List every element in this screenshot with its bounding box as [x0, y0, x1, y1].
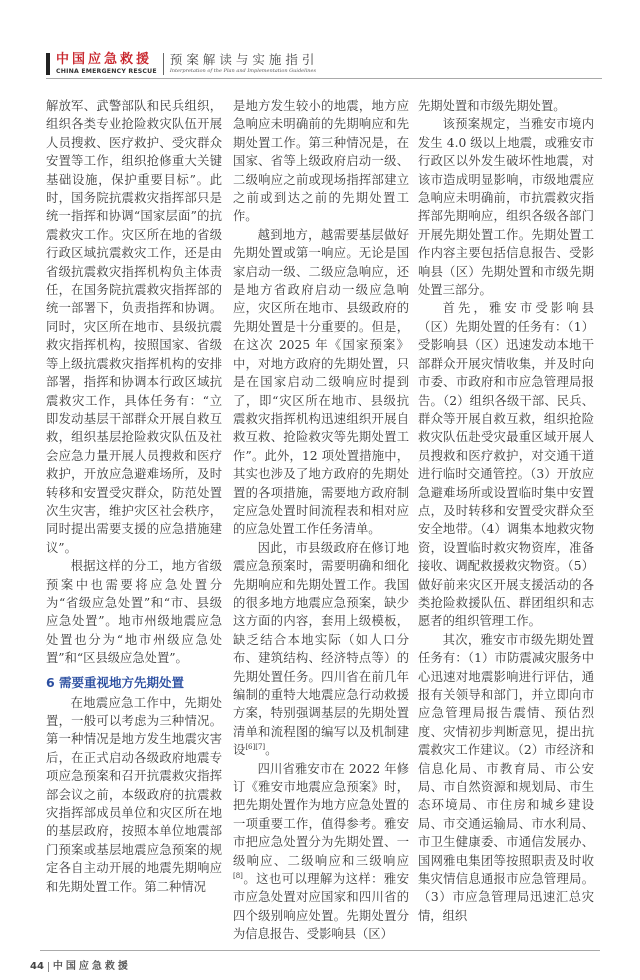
paragraph [233, 226, 409, 539]
paragraph-tail: 。 [265, 743, 278, 758]
magazine-name: 中国应急救援 [52, 961, 131, 972]
paragraph [233, 97, 409, 226]
paragraph [418, 97, 594, 115]
citation-ref: [6][7] [245, 743, 266, 752]
footer-rule [40, 950, 600, 951]
paragraph [233, 760, 409, 944]
paragraph-text: 解放军、武警部队和民兵组织，组织各类专业抢险救灾队伍开展人员搜救、医疗救护、受灾群众安置等工作，组织抢修重大关键基础设施，保护重要目标”。此时，国务院抗震救灾指挥部只是统一指挥和协调“国家层面”的抗震救灾工作。灾区所在地的省级行政区域抗震救灾工作，还是由省级抗震救灾指挥机构负主体责任，在国务院抗震救灾指挥部的统一部署下，负责指挥和协调。同时，灾区所在地市、县级抗震救灾指挥机构，按照国家、省级等上级抗震救灾指挥机构的安排部署，指挥和协调本行政区域抗震救灾工作，具体任务有：“立即发动基层干部群众开展自救互救，组织基层抢险救灾队伍及社会应急力量开展人员搜救和医疗救护，开放应急避难场所，及时转移和安置受灾群众，防范处置次生灾害，维护灾区社会秩序，同时提出需要支援的应急措施建议”。 [46, 99, 222, 555]
column-1 [46, 97, 222, 896]
paragraph-text: 四川省雅安市在 2022 年修订《雅安市地震应急预案》时，把先期处置作为地方应急处置的一项重要工作，值得参考。雅安市把应急处置分为先期处置、一级响应、二级响应和三级响应 [233, 761, 409, 868]
brand-logo [56, 52, 157, 76]
header-divider [163, 53, 164, 75]
paragraph-text: 首先，雅安市受影响县（区）先期处置的任务有：（1）受影响县（区）迅速发动本地干部群众开展灾情收集，并及时向市委、市政府和市应急管理局报告。（2）组织各级干部、民兵、群众等开展自救互救，组织抢险救灾队伍赴受灾最重区域开展人员搜救和医疗救护，对交通干道进行临时交通管控。（3）开放应急避难场所或设置临时集中安置点，及时转移和安置受灾群众至安全地带。（4）调集本地救灾物资，设置临时救灾物资库，准备接收、调配救援救灾物资。（5）做好前来灾区开展支援活动的各类抢险救援队伍、群团组织和志愿者的组织管理工作。 [418, 301, 594, 629]
paragraph [46, 557, 222, 667]
column-3 [418, 97, 594, 925]
paragraph [418, 115, 594, 299]
paragraph-text: 越到地方，越需要基层做好先期处置或第一响应。无论是国家启动一级、二级应急响应，还是地方省政府启动一级应急响应，灾区所在地市、县级政府的先期处置是十分重要的。但是，在这次 2025 年《国家预案》中，对地方政府的先期处置，只是在国家启动二级响应时提到了，即“灾区所在地市、县级抗震救灾指挥机构迅速组织开展自救互救、抢险救灾等先期处置工作”。此外，12 项处置措施中，其实也涉及了地方政府的先期处置的各项措施，需要地方政府制定应急处置时间流程表和相对应的应急处置工作任务清单。 [233, 227, 409, 537]
paragraph-tail: 。这也可以理解为这样：雅安市应急处置对应国家和四川省的四个级别响应处置。先期处置分为信息报告、受影响县（区） [233, 872, 409, 942]
paragraph [418, 631, 594, 926]
masthead-bar [46, 53, 50, 75]
paragraph-text: 先期处置和市级先期处置。 [418, 99, 566, 113]
page-number: 44 [30, 961, 44, 972]
section-title [170, 52, 319, 76]
paragraph-text: 该预案规定，当雅安市境内发生 4.0 级以上地震，或雅安市行政区以外发生破坏性地震，对该市造成明显影响，市级地震应急响应未明确前，市抗震救灾指挥部先期响应，组织各级各部门开展先期处置工作。先期处置工作内容主要包括信息报告、受影响县（区）先期处置和市级先期处置三部分。 [418, 117, 594, 298]
paragraph-text: 根据这样的分工，地方省级预案中也需要将应急处置分为“省级应急处置”和“市、县级应急处置”。地市州级地震应急处置也分为“地市州级应急处置”和“区县级应急处置”。 [46, 559, 222, 666]
paragraph [418, 299, 594, 630]
masthead [46, 52, 318, 76]
paragraph [46, 97, 222, 557]
brand-en: CHINA EMERGENCY RESCUE [56, 68, 157, 75]
paragraph-text: 其次，雅安市市级先期处置任务有：（1）市防震减灾服务中心迅速对地震影响进行评估，通报有关领导和部门，并立即向市应急管理局报告震情、预估烈度、灾情初步判断意见，提出抗震救灾工作建议。（2）市经济和信息化局、市教育局、市公安局、市自然资源和规划局、市生态环境局、市住房和城乡建设局、市交通运输局、市水利局、市卫生健康委、市通信发展办、国网雅电集团等按照职责及时收集灾情信息通报市应急管理局。（3）市应急管理局迅速汇总灾情，组织 [418, 632, 594, 923]
footer [30, 961, 131, 973]
header-rule [46, 78, 602, 79]
section-title-en: Interpretation of the Plan and Implementation Guidelines [169, 68, 317, 74]
column-2 [233, 97, 409, 944]
brand-cn: 中国应急救援 [56, 52, 153, 67]
paragraph-text: 在地震应急工作中，先期处置，一般可以考虑为三种情况。第一种情况是地方发生地震灾害后，在正式启动各级政府地震专项应急预案和召开抗震救灾指挥部会议之前，本级政府的抗震救灾指挥部成员单位和灾区所在地的基层政府，按照本单位地震部门预案或基层地震应急预案的规定各自主动开展的地震先期响应和先期处置工作。第二种情况 [46, 695, 222, 894]
paragraph-text: 因此，市县级政府在修订地震应急预案时，需要明确和细化先期响应和先期处置工作。我国的很多地方地震应急预案，缺少这方面的内容，套用上级模板，缺乏结合本地实际（如人口分布、建筑结构、经济特点等）的先期处置任务。四川省在前几年编制的重特大地震应急行动救援方案，特别强调基层的先期处置清单和流程图的编写以及机制建设 [233, 540, 409, 758]
footer-divider [48, 962, 49, 972]
citation-ref: [8] [233, 871, 243, 880]
section-title-cn: 预案解读与实施指引 [169, 52, 319, 67]
paragraph-text: 是地方发生较小的地震，地方应急响应未明确前的先期响应和先期处置工作。第三种情况是，在国家、省等上级政府启动一级、二级响应之前或现场指挥部建立之前或到达之前的先期处置工作。 [233, 99, 409, 224]
paragraph [46, 694, 222, 896]
paragraph [233, 539, 409, 760]
section-heading: 6 需要重视地方先期处置 [46, 674, 185, 690]
